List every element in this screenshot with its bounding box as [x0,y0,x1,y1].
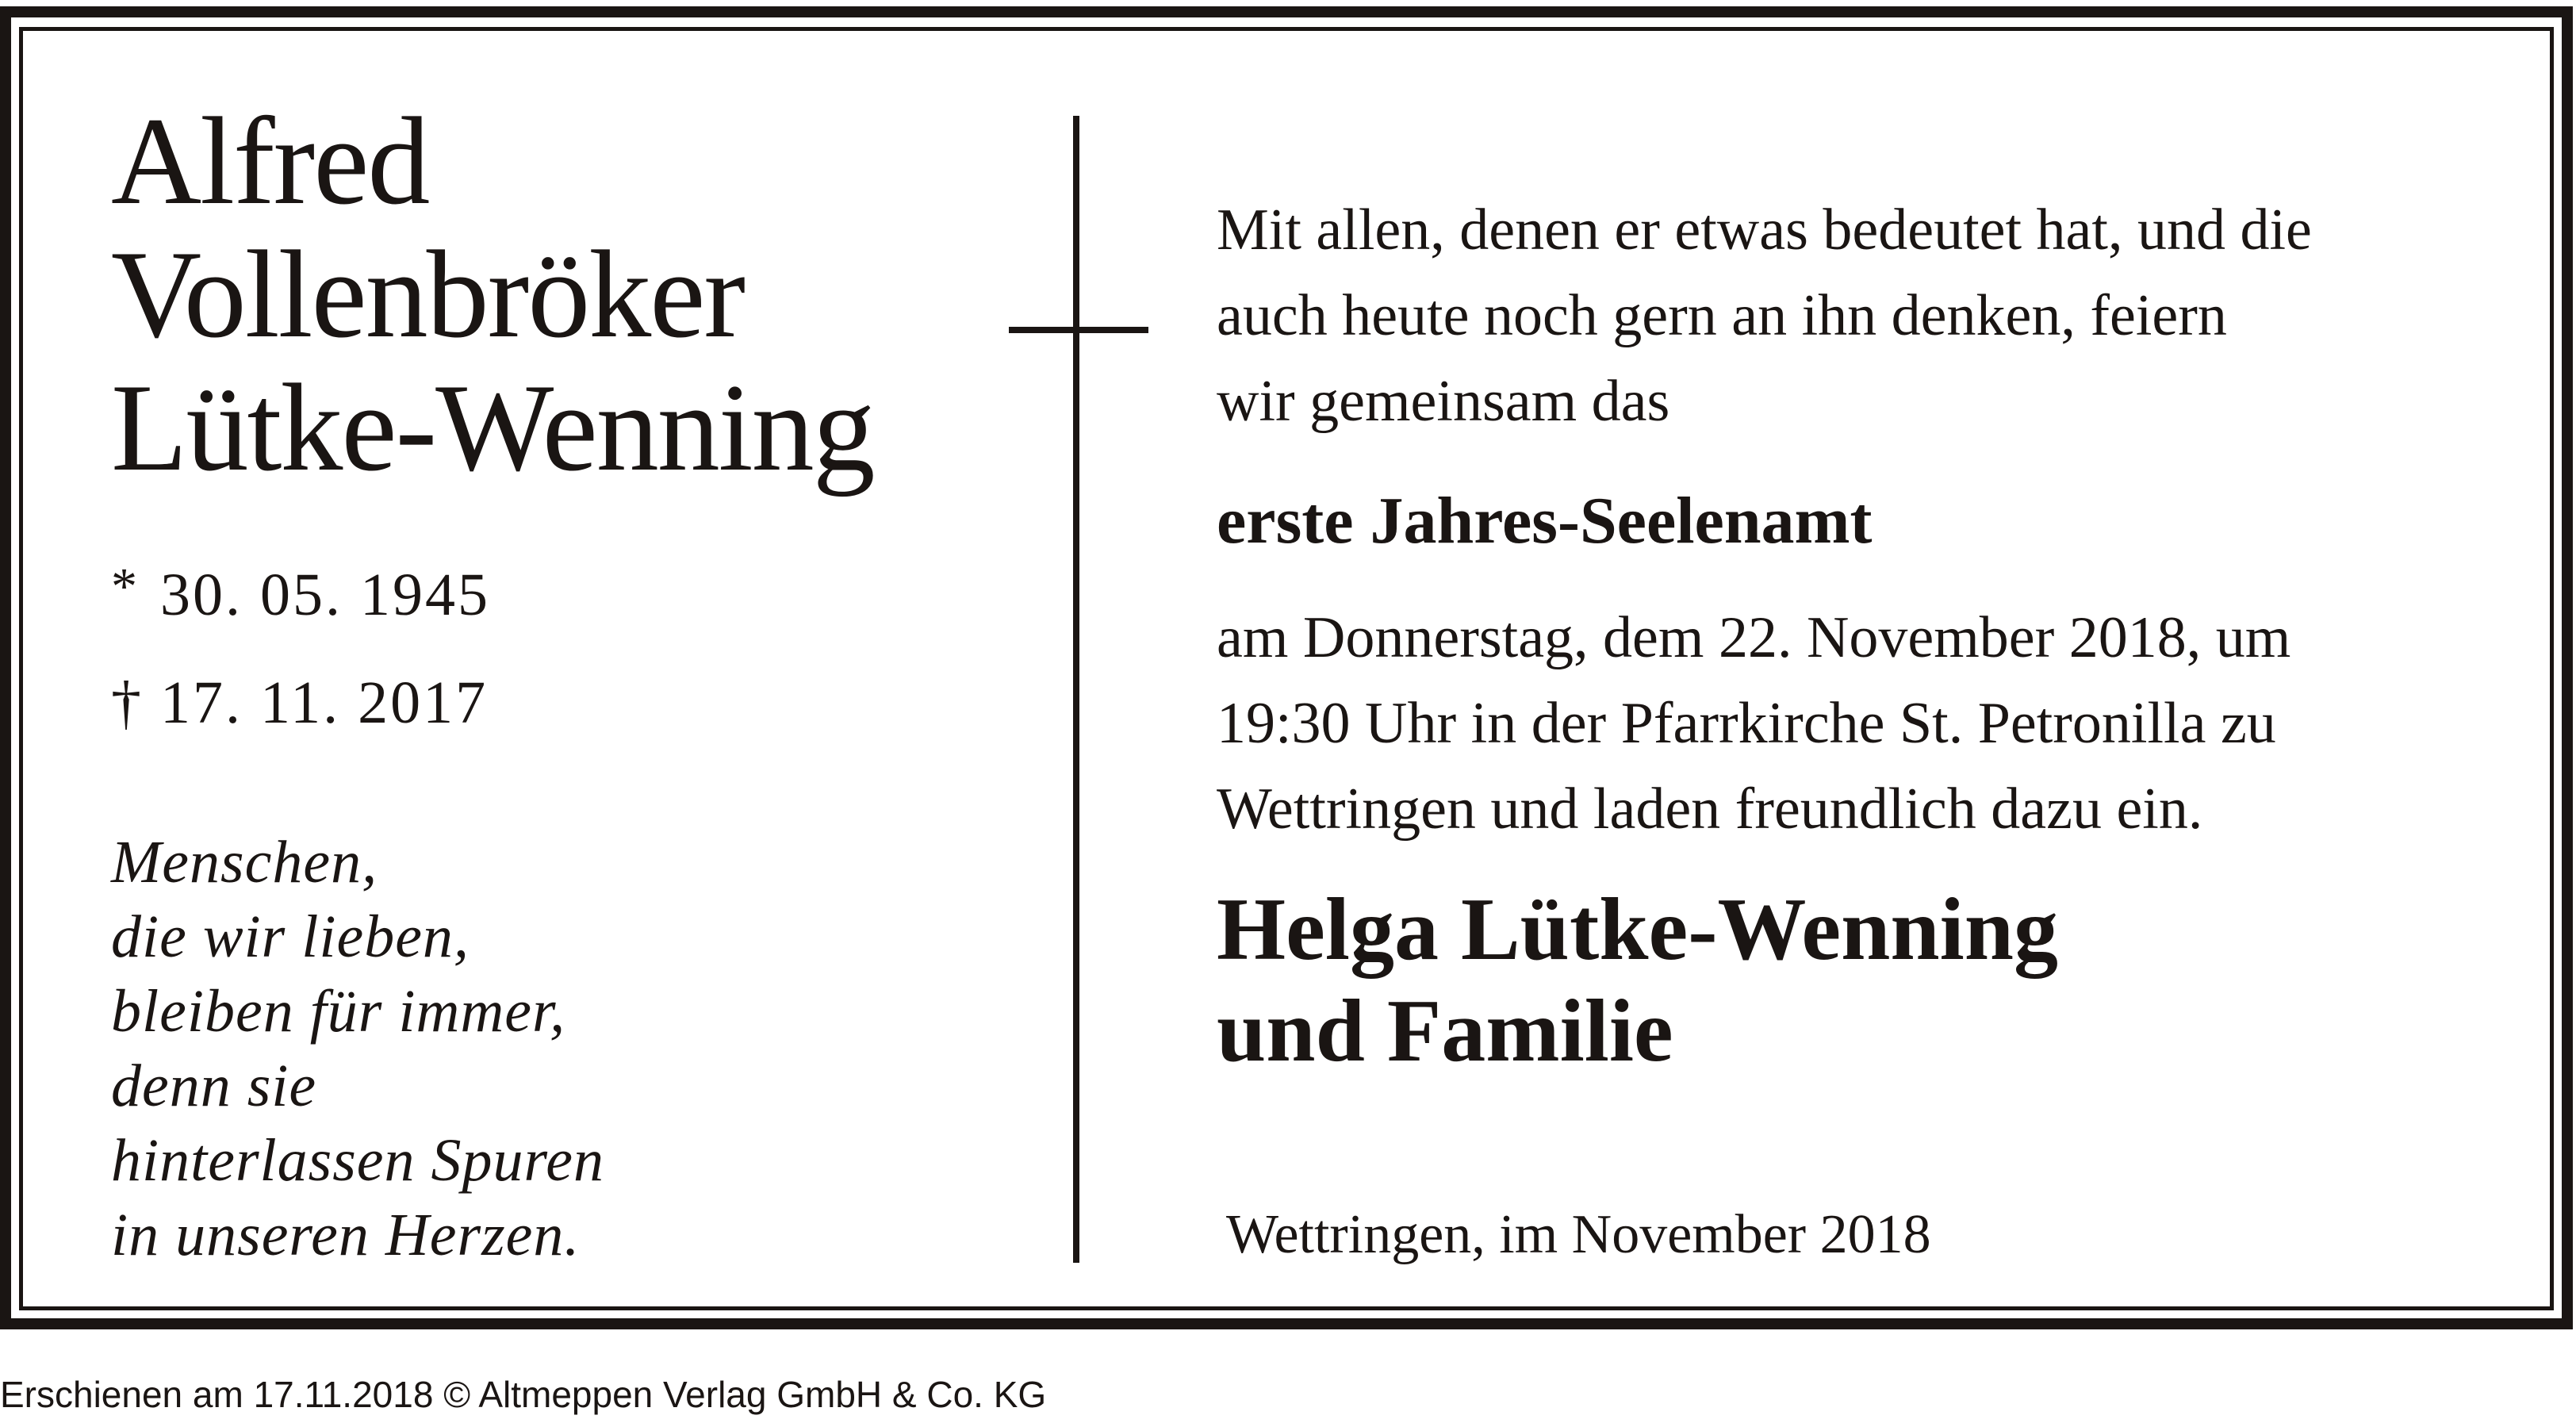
name-line-middle: Vollenbröker [111,225,745,364]
dagger-cross-icon: † [111,669,144,736]
name-line-first: Alfred [111,92,429,231]
cross-icon-horizontal-bar [1009,327,1148,333]
birth-date: 30. 05. 1945 [160,562,490,628]
publication-footer: Erschienen am 17.11.2018 © Altmeppen Verlag GmbH & Co. KG [0,1374,1047,1415]
poem-line: die wir lieben, [111,903,470,970]
family-line: Helga Lütke-Wenning [1217,880,2059,979]
place-and-date: Wettringen, im November 2018 [1226,1204,1931,1265]
intro-line: wir gemeinsam das [1217,369,1670,434]
details-line: Wettringen und laden freundlich dazu ein. [1217,777,2203,842]
intro-paragraph [1217,187,2462,444]
event-details [1217,595,2462,852]
poem-line: Menschen, [111,829,378,896]
deceased-info [111,92,999,757]
poem-line: denn sie [111,1053,317,1119]
birth-star-icon: * [111,558,140,616]
family-signature [1217,879,2462,1082]
birth-line [111,533,999,649]
poem-line: bleiben für immer, [111,978,566,1045]
details-line: 19:30 Uhr in der Pfarrkirche St. Petronilla zu [1217,691,2276,756]
poem-line: hinterlassen Spuren [111,1127,605,1194]
death-date: 17. 11. 2017 [160,669,489,736]
death-line [111,649,999,757]
family-line: und Familie [1217,982,1673,1080]
invitation-text [1217,187,2462,1082]
details-line: am Donnerstag, dem 22. November 2018, um [1217,605,2291,670]
poem-line: in unseren Herzen. [111,1202,581,1268]
intro-line: auch heute noch gern an ihn denken, feiern [1217,283,2227,348]
life-dates [111,533,999,757]
name-line-last: Lütke-Wenning [111,359,874,497]
cross-icon-vertical-bar [1073,116,1079,1263]
intro-line: Mit allen, denen er etwas bedeutet hat, und die [1217,198,2312,263]
event-title: erste Jahres-Seelenamt [1217,484,1873,558]
memorial-poem [111,825,604,1272]
deceased-name [111,92,999,497]
